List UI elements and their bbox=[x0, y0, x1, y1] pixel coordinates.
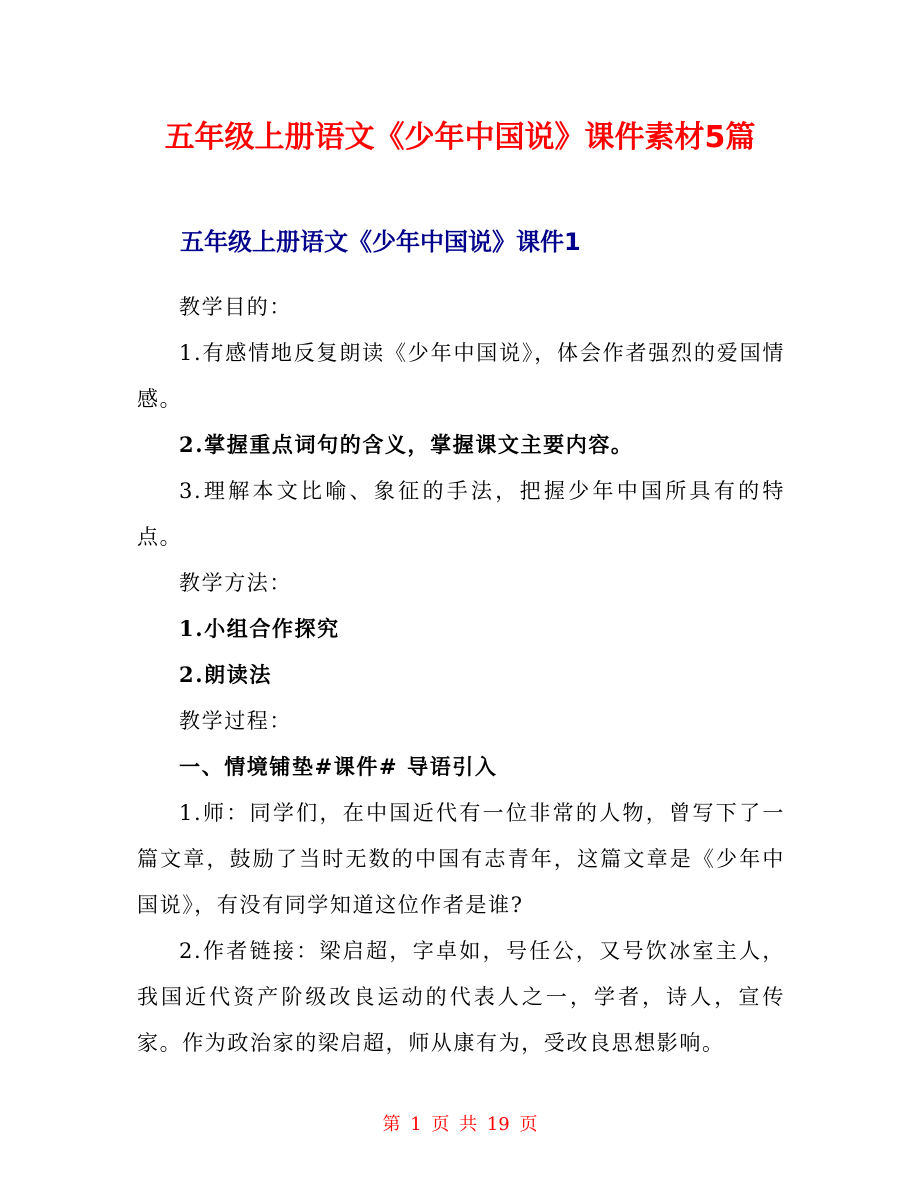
paragraph-method-2: 2.朗读法 bbox=[179, 662, 272, 687]
paragraph-teaching-methods-heading: 教学方法： bbox=[179, 571, 292, 595]
paragraph-step-1-item-1: 1.师：同学们，在中国近代有一位非常的人物，曾写下了一篇文章，鼓励了当时无数的中国有志青年，这篇文章是《少年中国说》，有没有同学知道这位作者是谁? bbox=[137, 801, 785, 917]
paragraph-goal-3: 3.理解本文比喻、象征的手法，把握少年中国所具有的特点。 bbox=[137, 479, 785, 549]
document-body bbox=[137, 284, 785, 1066]
section-title: 五年级上册语文《少年中国说》课件1 bbox=[180, 228, 581, 256]
paragraph-goal-1: 1.有感情地反复朗读《少年中国说》，体会作者强烈的爱国情感。 bbox=[137, 341, 785, 411]
paragraph-teaching-process-heading: 教学过程： bbox=[179, 709, 292, 733]
document-title: 五年级上册语文《少年中国说》课件素材5篇 bbox=[164, 120, 756, 155]
paragraph-method-1: 1.小组合作探究 bbox=[179, 616, 340, 641]
paragraph-step-1-heading: 一、情境铺垫#课件# 导语引入 bbox=[179, 754, 498, 779]
paragraph-step-1-item-2: 2.作者链接：梁启超，字卓如，号任公，又号饮冰室主人，我国近代资产阶级改良运动的代表人之一，学者，诗人，宣传家。作为政治家的梁启超，师从康有为，受改良思想影响。 bbox=[137, 939, 785, 1055]
page-footer: 第 1 页 共 19 页 bbox=[382, 1114, 538, 1135]
paragraph-goal-2: 2.掌握重点词句的含义，掌握课文主要内容。 bbox=[179, 432, 634, 457]
paragraph-teaching-goals-heading: 教学目的： bbox=[179, 295, 292, 319]
